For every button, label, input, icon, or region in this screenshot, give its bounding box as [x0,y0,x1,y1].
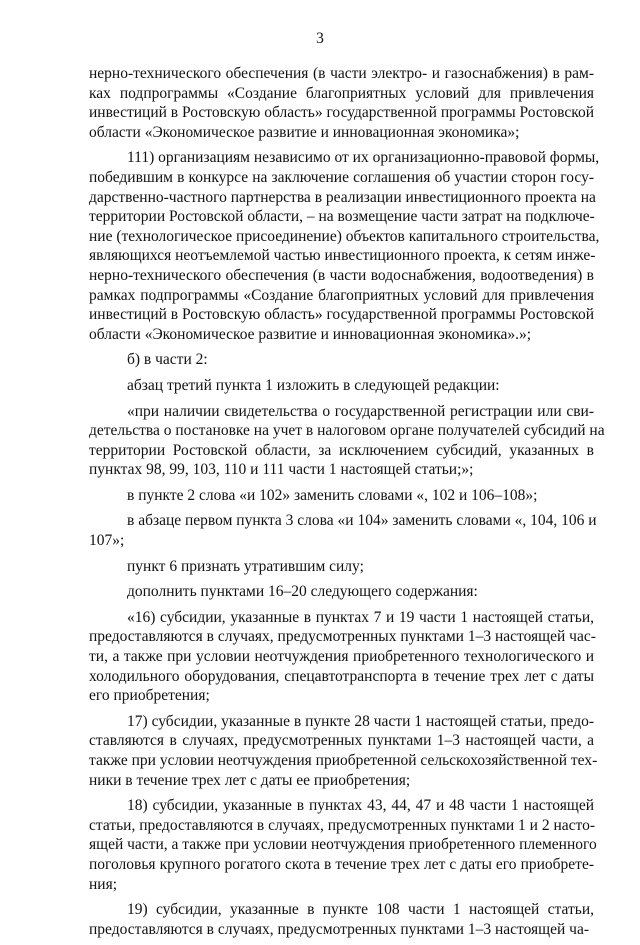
paragraph-line: «при наличии свидетельства о государственной регистрации или сви- [127,402,594,420]
paragraph-line: территории Ростовской области, – на возмещение части затрат на подключе- [89,208,595,226]
document-body [89,64,605,945]
paragraph-line: холодильного оборудования, спецавтотранспорта в течение трех лет с даты [89,667,594,685]
paragraph-line: области «Экономическое развитие и инновационная экономика»; [89,123,520,141]
paragraph-line: 18) субсидии, указанные в пунктах 43, 44, 47 и 48 части 1 настоящей [127,797,594,815]
paragraph-line: 107»; [89,532,125,550]
paragraph-line: области «Экономическое развитие и инновационная экономика».»; [89,325,532,343]
document-paragraph [89,376,594,396]
document-paragraph [89,608,594,706]
paragraph-line: инвестиций в Ростовскую область» государственной программы Ростовской [89,306,594,324]
paragraph-line: ния; [89,875,118,893]
paragraph-line: ние (технологическое присоединение) объектов капитального строительства, [89,227,600,245]
paragraph-line: пунктах 98, 99, 103, 110 и 111 части 1 настоящей статьи;»; [89,461,474,479]
paragraph-line: поголовья крупного рогатого скота в течение трех лет с даты его приобрете- [89,855,594,873]
document-paragraph [89,900,594,939]
paragraph-line: также при условии неотчуждения приобретенной сельскохозяйственной тех- [89,752,598,769]
paragraph-line: пункт 6 признать утратившим силу; [127,557,364,575]
paragraph-line: нерно-технического обеспечения (в части водоснабжения, водоотведения) в [89,266,594,284]
paragraph-line: в абзаце первом пункта 3 слова «и 104» заменить словами «, 104, 106 и [127,512,597,530]
paragraph-line: б) в части 2: [127,351,208,369]
paragraph-line: дополнить пунктами 16–20 следующего содержания: [127,583,478,601]
paragraph-line: «16) субсидии, указанные в пунктах 7 и 19 части 1 настоящей статьи, [127,608,594,626]
paragraph-line: нерно-технического обеспечения (в части электро- и газоснабжения) в рам- [89,65,594,82]
document-paragraph [89,148,600,344]
document-paragraph [89,582,594,602]
paragraph-line: детельства о постановке на учет в налоговом органе получателей субсидий на [89,422,605,440]
paragraph-line: ках подпрограммы «Создание благоприятных условий для привлечения [89,84,594,102]
paragraph-line: в пункте 2 слова «и 102» заменить словами «, 102 и 106–108»; [127,486,538,504]
document-paragraph [89,486,594,506]
document-paragraph [89,64,594,142]
document-paragraph [89,796,597,894]
paragraph-line: являющихся неотъемлемой частью инвестиционного проекта, к сетям инже- [89,247,596,265]
document-paragraph [89,511,597,550]
paragraph-line: ставляются в случаях, предусмотренных пунктами 1–3 настоящей части, а [89,732,594,750]
paragraph-line: 17) субсидии, указанные в пункте 28 части 1 настоящей статьи, предо- [127,712,594,730]
document-paragraph [89,557,594,577]
paragraph-line: статьи, предоставляются в случаях, предусмотренных пунктами 1 и 2 насто- [89,816,595,834]
paragraph-line: абзац третий пункта 1 изложить в следующей редакции: [127,376,500,394]
document-paragraph [89,402,605,480]
paragraph-line: 19) субсидии, указанные в пункте 108 части 1 настоящей статьи, [127,901,594,919]
paragraph-line: ящей части, а также при условии неотчуждения приобретенного племенного [89,836,597,854]
paragraph-line: рамках подпрограммы «Создание благоприятных условий для привлечения [89,286,594,304]
page-number: 3 [316,30,324,47]
paragraph-line: предоставляются в случаях, предусмотренных пунктами 1–3 настоящей ча- [89,920,589,938]
document-paragraph [89,712,598,790]
paragraph-line: ники в течение трех лет с даты ее приобретения; [89,771,411,789]
paragraph-line: инвестиций в Ростовскую область» государственной программы Ростовской [89,104,594,122]
document-paragraph [89,350,594,370]
paragraph-line: его приобретения; [89,687,210,705]
paragraph-line: 111) организациям независимо от их организационно-правовой формы, [127,149,600,167]
paragraph-line: ти, а также при условии неотчуждения приобретенного технологического и [89,648,594,666]
paragraph-line: дарственно-частного партнерства в реализации инвестиционного проекта на [89,188,596,206]
paragraph-line: победившим в конкурсе на заключение соглашения об участии сторон госу- [89,168,594,186]
paragraph-line: предоставляются в случаях, предусмотренных пунктами 1–3 настоящей час- [89,628,596,646]
paragraph-line: территории Ростовской области, за исключением субсидий, указанных в [89,441,594,459]
